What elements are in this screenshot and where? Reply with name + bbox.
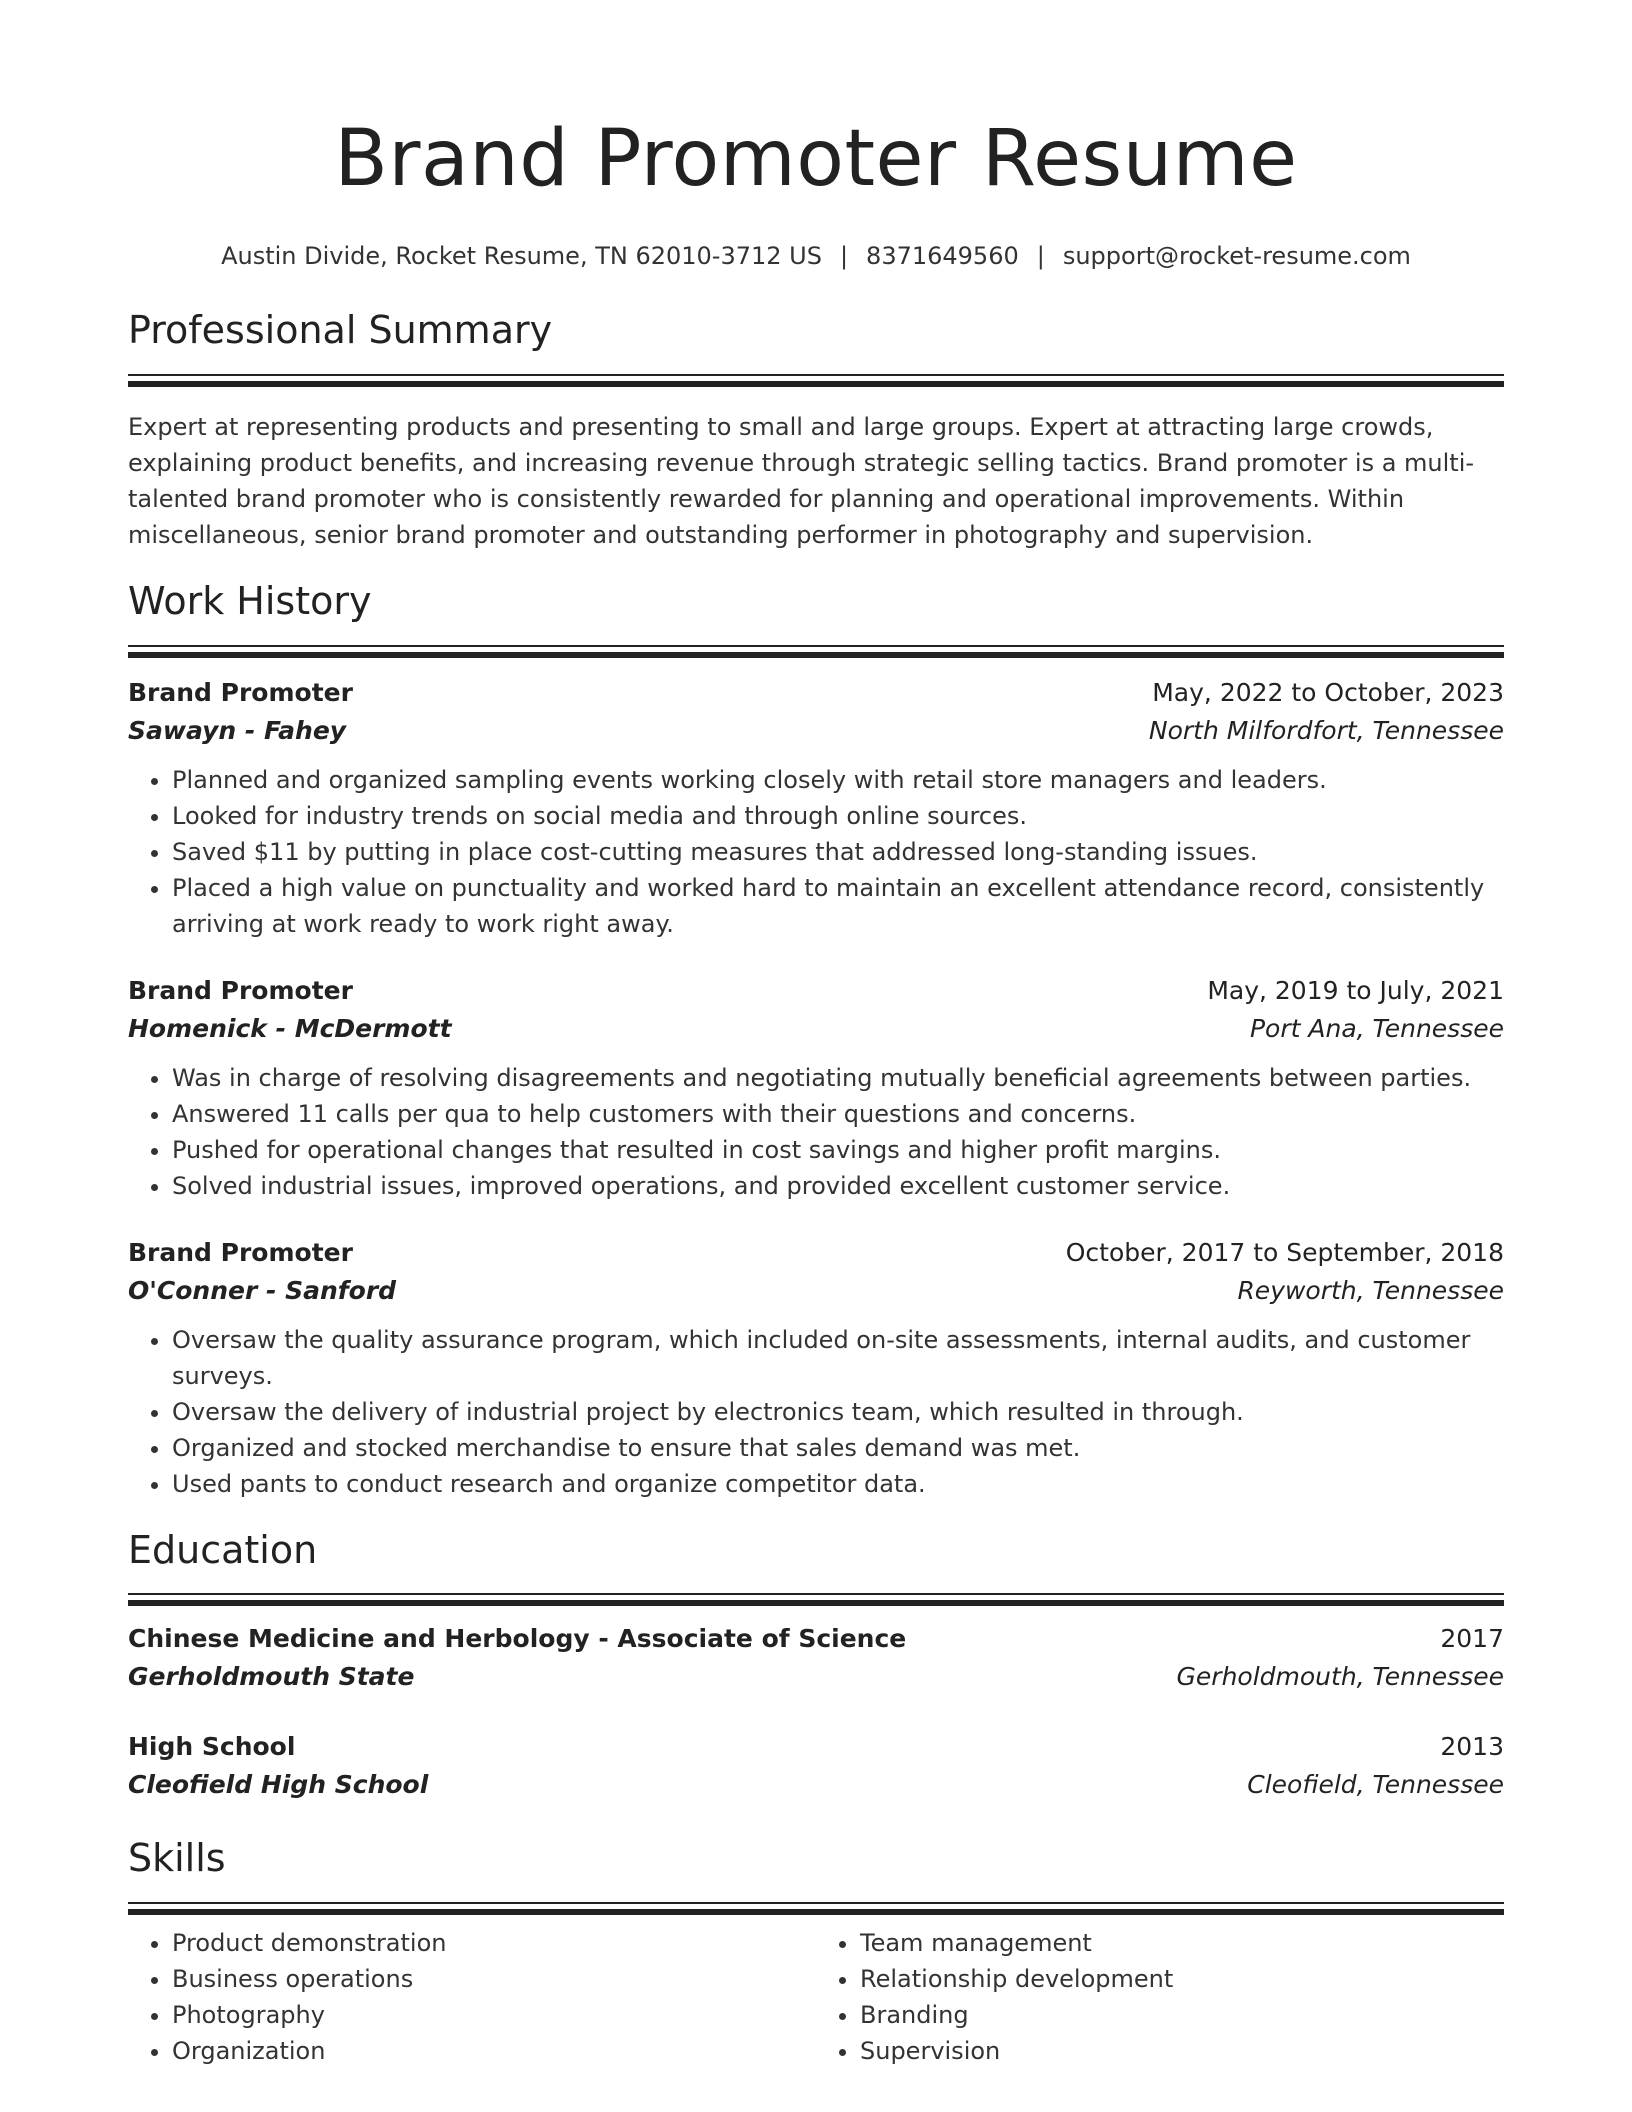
- list-item: • Organized and stocked merchandise to ensure that sales demand was met.: [172, 1430, 1504, 1466]
- list-item: • Planned and organized sampling events working closely with retail store managers and leaders.: [172, 762, 1504, 798]
- job-location: North Milfordfort, Tennessee: [1148, 715, 1504, 745]
- job-company: Sawayn - Fahey: [128, 715, 347, 745]
- job-dates: May, 2022 to October, 2023: [1152, 677, 1504, 707]
- job-title: Brand Promoter: [128, 677, 353, 707]
- job-company: O'Conner - Sanford: [128, 1275, 397, 1305]
- skill-item: • Photography: [172, 1997, 816, 2033]
- section-title-work: Work History: [128, 578, 372, 623]
- education-degree: High School: [128, 1732, 296, 1762]
- job-bullets: [128, 762, 1504, 942]
- skill-item: • Team management: [860, 1925, 1504, 1961]
- contact-separator: |: [839, 242, 849, 270]
- list-item: • Was in charge of resolving disagreements and negotiating mutually beneficial agreements between parties.: [172, 1060, 1504, 1096]
- skill-item: • Branding: [860, 1997, 1504, 2033]
- section-divider: [128, 1902, 1504, 1904]
- education-degree: Chinese Medicine and Herbology - Associate of Science: [128, 1624, 907, 1654]
- list-item: • Answered 11 calls per qua to help customers with their questions and concerns.: [172, 1096, 1504, 1132]
- section-divider-thick: [128, 381, 1504, 387]
- job-bullets: [128, 1060, 1504, 1204]
- contact-separator: |: [1036, 242, 1045, 270]
- job-title: Brand Promoter: [128, 1237, 353, 1267]
- job-title: Brand Promoter: [128, 975, 353, 1005]
- skill-item: • Organization: [172, 2033, 816, 2069]
- job-dates: October, 2017 to September, 2018: [1065, 1237, 1504, 1267]
- list-item: • Looked for industry trends on social media and through online sources.: [172, 798, 1504, 834]
- section-divider: [128, 374, 1504, 376]
- job-location: Reyworth, Tennessee: [1237, 1275, 1504, 1305]
- job-entry: [128, 1234, 1504, 1502]
- section-title-skills: Skills: [128, 1836, 226, 1881]
- job-entry: [128, 972, 1504, 1204]
- skill-item: • Supervision: [860, 2033, 1504, 2069]
- section-title-education: Education: [128, 1527, 318, 1572]
- list-item: • Oversaw the delivery of industrial project by electronics team, which resulted in through.: [172, 1394, 1504, 1430]
- contact-line: [128, 242, 1504, 270]
- section-divider: [128, 1593, 1504, 1595]
- job-bullets: [128, 1322, 1504, 1502]
- skills-list: [128, 1925, 1504, 2069]
- skill-item: • Product demonstration: [172, 1925, 816, 1961]
- job-company: Homenick - McDermott: [128, 1013, 452, 1043]
- education-school: Cleofield High School: [128, 1770, 429, 1800]
- section-title-summary: Professional Summary: [128, 308, 553, 352]
- skills-column-left: [128, 1925, 816, 2069]
- section-divider-thick: [128, 1909, 1504, 1915]
- section-divider-thick: [128, 1600, 1504, 1606]
- education-section: [128, 1527, 1504, 1805]
- contact-address: Austin Divide, Rocket Resume, TN 62010-3712 US: [221, 242, 822, 270]
- education-year: 2013: [1440, 1732, 1504, 1762]
- contact-email: support@rocket-resume.com: [1062, 242, 1411, 270]
- job-location: Port Ana, Tennessee: [1249, 1013, 1504, 1043]
- list-item: • Used pants to conduct research and organize competitor data.: [172, 1466, 1504, 1502]
- skill-item: • Relationship development: [860, 1961, 1504, 1997]
- education-entry: [128, 1728, 1504, 1804]
- education-entry: [128, 1620, 1504, 1696]
- list-item: • Placed a high value on punctuality and worked hard to maintain an excellent attendance record, consistently arriving at work ready to work right away.: [172, 870, 1504, 942]
- list-item: • Pushed for operational changes that resulted in cost savings and higher profit margins.: [172, 1132, 1504, 1168]
- list-item: • Saved $11 by putting in place cost-cutting measures that addressed long-standing issues.: [172, 834, 1504, 870]
- section-divider-thick: [128, 652, 1504, 658]
- job-entry: [128, 674, 1504, 942]
- job-dates: May, 2019 to July, 2021: [1207, 975, 1504, 1005]
- skill-item: • Business operations: [172, 1961, 816, 1997]
- education-location: Cleofield, Tennessee: [1247, 1770, 1504, 1800]
- education-location: Gerholdmouth, Tennessee: [1176, 1662, 1504, 1692]
- work-history-section: [128, 578, 1504, 1502]
- list-item: • Oversaw the quality assurance program, which included on-site assessments, internal audits, and customer surveys.: [172, 1322, 1504, 1394]
- summary-section: [128, 310, 1504, 553]
- summary-text: Expert at representing products and presenting to small and large groups. Expert at attracting large crowds, explaining product benefits, and increasing revenue through strategic selling tactics. Brand promoter is a multi-talented brand promoter who is consistently rewarded for planning and operational improvements. Within miscellaneous, senior brand promoter and outstanding performer in photography and supervision.: [128, 412, 1475, 549]
- skills-column-right: [816, 1925, 1504, 2069]
- skills-section: [128, 1838, 1504, 2069]
- contact-phone: 8371649560: [866, 242, 1019, 270]
- section-divider: [128, 645, 1504, 647]
- education-school: Gerholdmouth State: [128, 1662, 415, 1692]
- list-item: • Solved industrial issues, improved operations, and provided excellent customer service.: [172, 1168, 1504, 1204]
- education-year: 2017: [1440, 1624, 1504, 1654]
- resume-title: Brand Promoter Resume: [334, 114, 1298, 204]
